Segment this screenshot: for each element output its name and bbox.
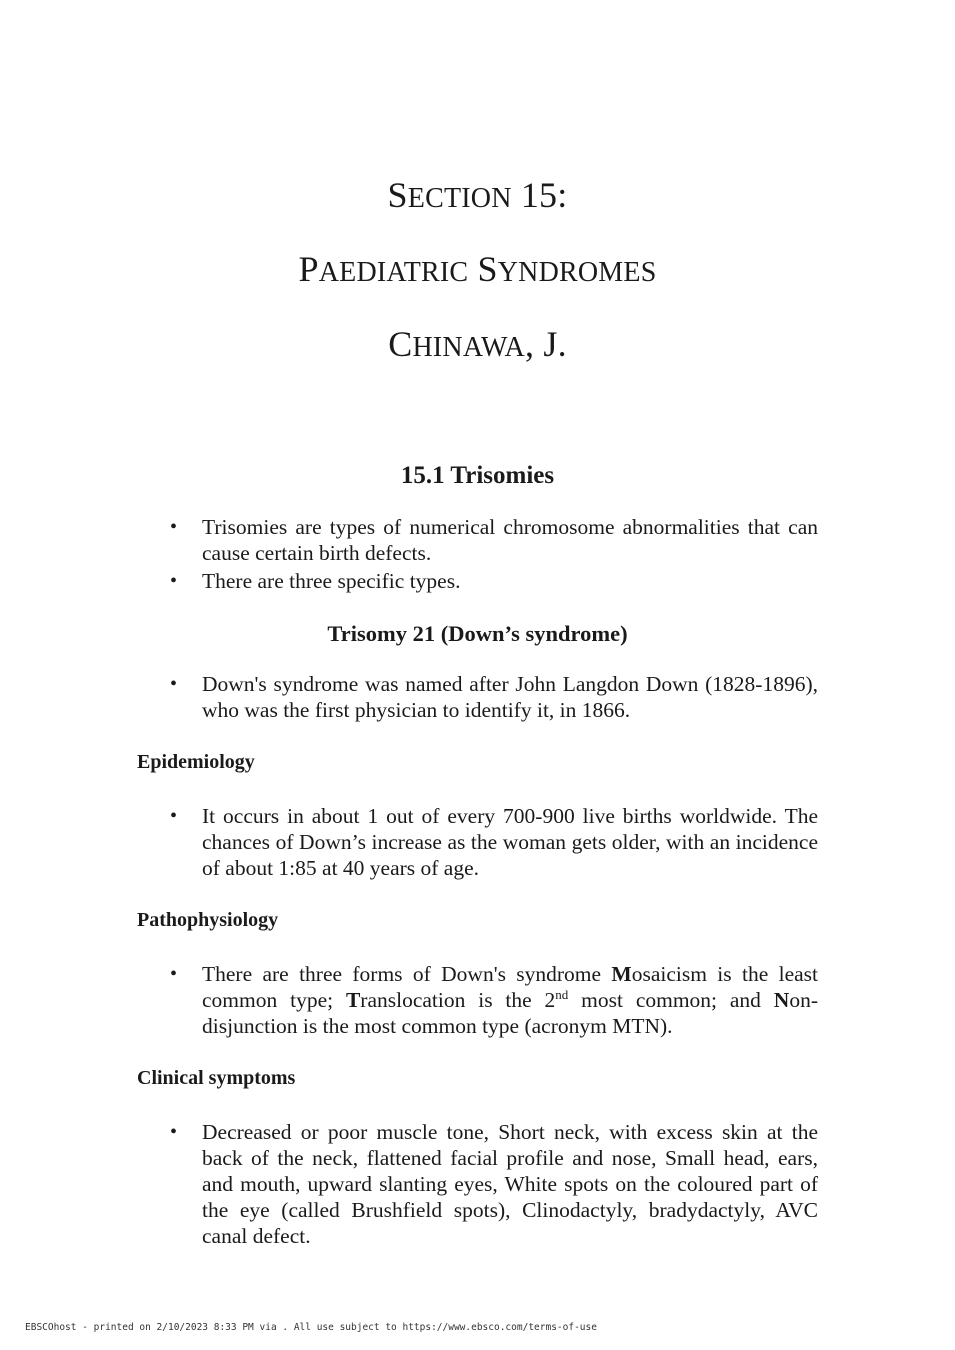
bullet-icon: • (170, 516, 178, 538)
clinical-bullet-list (170, 1119, 818, 1249)
section-heading: 15.1 Trisomies (400, 462, 555, 489)
list-item: • There are three specific types. (170, 569, 461, 593)
epidemiology-bullet-list (170, 803, 818, 881)
list-item: • Trisomies are types of numerical chromosome abnormalities that can cause certain birth defects. (170, 515, 818, 565)
pathophysiology-heading: Pathophysiology (137, 909, 279, 931)
epidemiology-heading: Epidemiology (137, 751, 255, 773)
section-number-title: SECTION 15: (387, 175, 568, 215)
pathophysiology-bullet-list (170, 961, 818, 1039)
bullet-icon: • (170, 805, 178, 827)
intro-bullet-list (170, 514, 818, 594)
print-footer: EBSCOhost - printed on 2/10/2023 8:33 PM via . All use subject to https://www.ebsco.com/terms-of-use (25, 1322, 597, 1333)
list-item: • Decreased or poor muscle tone, Short neck, with excess skin at the back of the neck, flattened facial profile and nose, Small head, ears, and mouth, upward slanting eyes, White spots on the coloured part of the eye (called Brushfield spots), Clinodactyly, bradydactyly, AVC canal defect. (170, 1120, 818, 1248)
down-bullet-list (170, 671, 818, 723)
bullet-icon: • (170, 673, 178, 695)
list-item: • Down's syndrome was named after John Langdon Down (1828-1896), who was the first physician to identify it, in 1866. (170, 672, 818, 722)
subsection-heading: Trisomy 21 (Down’s syndrome) (327, 621, 628, 646)
list-item: • There are three forms of Down's syndrome Mosaicism is the least common type; Translocation is the 2nd most common; and Non-disjunction is the most common type (acronym MTN). (170, 962, 818, 1038)
bullet-icon: • (170, 1121, 178, 1143)
author-line: CHINAWA, J. (388, 324, 567, 364)
clinical-symptoms-heading: Clinical symptoms (137, 1067, 296, 1089)
bullet-icon: • (170, 963, 178, 985)
section-title: PAEDIATRIC SYNDROMES (298, 249, 657, 289)
bullet-icon: • (170, 570, 178, 592)
list-item: • It occurs in about 1 out of every 700-900 live births worldwide. The chances of Down’s increase as the woman gets older, with an incidence of about 1:85 at 40 years of age. (170, 804, 818, 880)
